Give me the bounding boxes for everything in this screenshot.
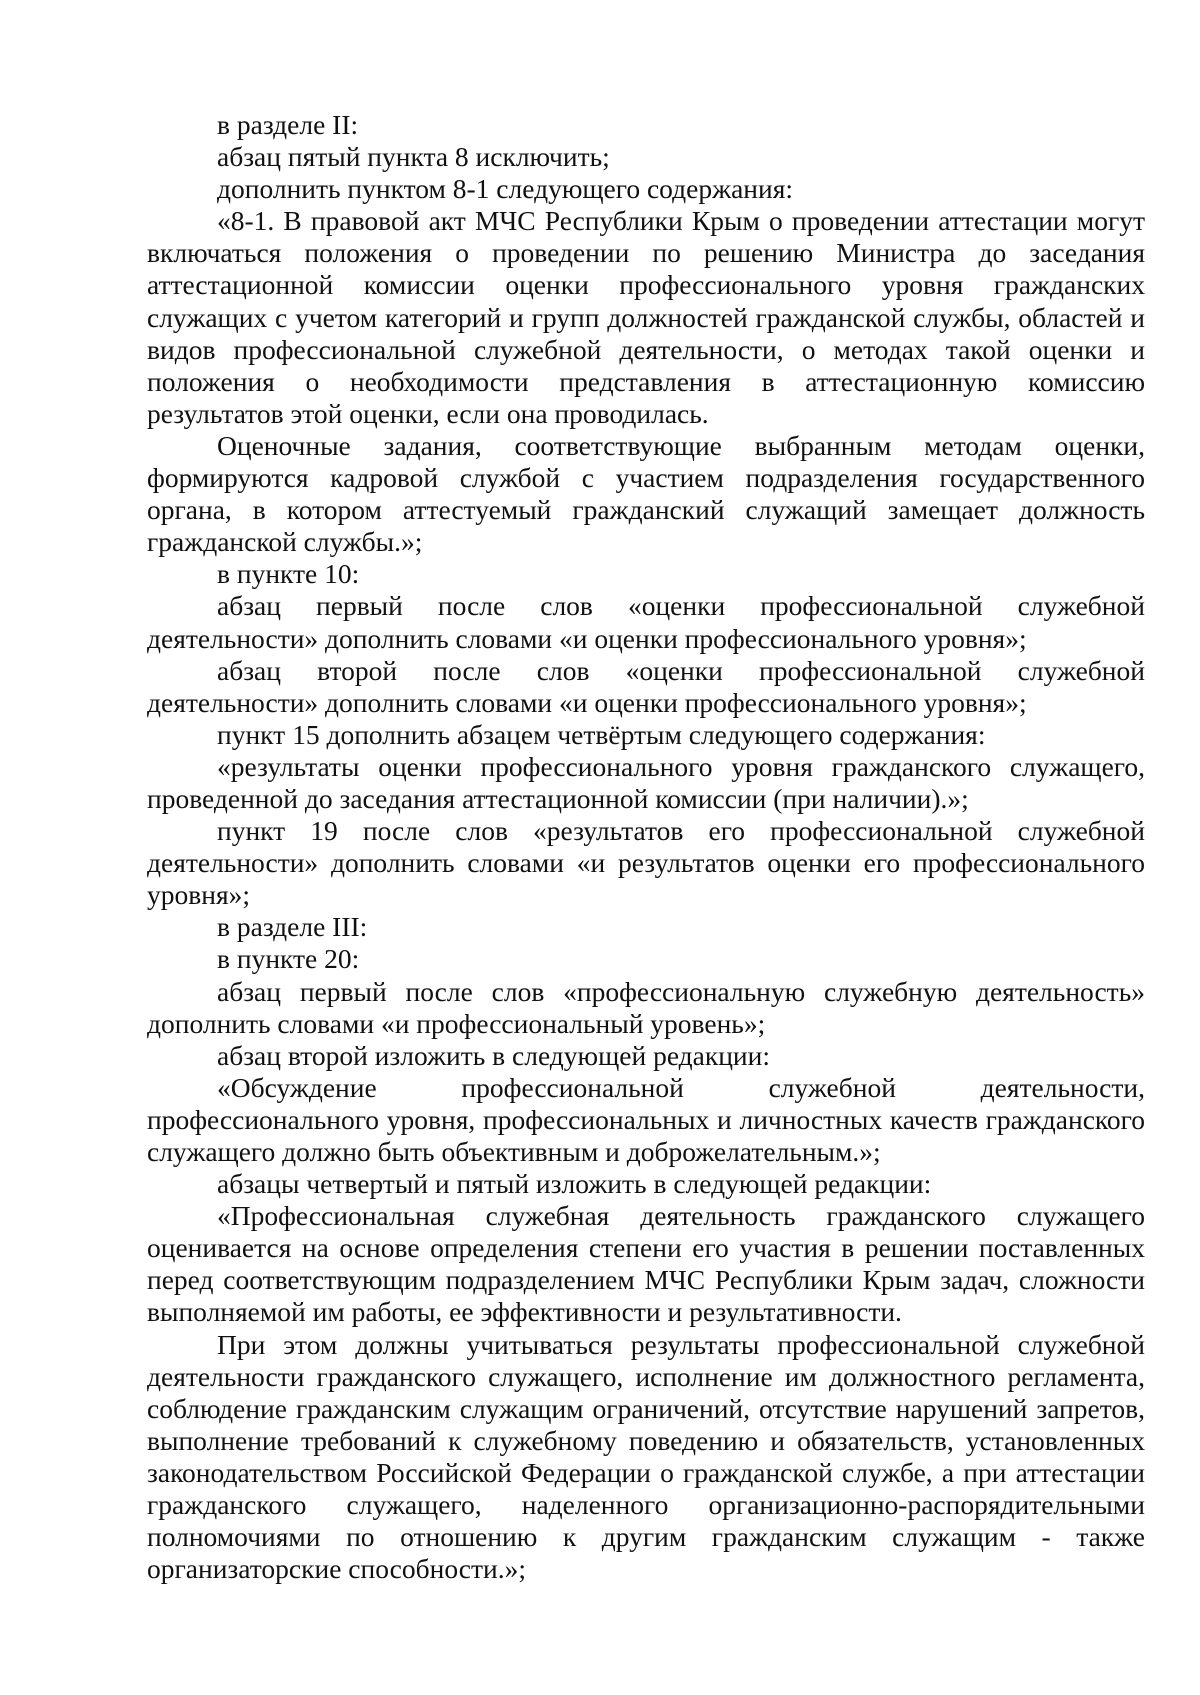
document-body: [147, 109, 1145, 1585]
paragraph-item-10-first: абзац первый после слов «оценки профессиональной служебной деятельности» дополнить словами «и оценки профессионального уровня»;: [147, 590, 1145, 654]
paragraph-section-2-heading: в разделе II:: [217, 109, 359, 140]
paragraph-item-10-second: абзац второй после слов «оценки профессиональной служебной деятельности» дополнить словами «и оценки профессионального уровня»;: [147, 654, 1145, 718]
paragraph-item-20-second: абзац второй изложить в следующей редакции:: [217, 1039, 771, 1071]
paragraph-item-15-text: «результаты оценки профессионального уровня гражданского служащего, проведенной до заседания аттестационной комиссии (при наличии).»;: [147, 750, 1145, 814]
paragraph-assessment-tasks: Оценочные задания, соответствующие выбранным методам оценки, формируются кадровой службой с участием подразделения государственного органа, в котором аттестуемый гражданский служащий замещает должность гражданской службы.»;: [147, 429, 1145, 558]
paragraph-section-3-heading: в разделе III:: [217, 911, 368, 943]
paragraph-add-item-8-1: дополнить пунктом 8-1 следующего содержания:: [217, 173, 794, 205]
paragraph-item-10-heading: в пункте 10:: [217, 558, 360, 590]
paragraph-item-8-1-text: «8-1. В правовой акт МЧС Республики Крым о проведении аттестации могут включаться положения о проведении по решению Министра до заседания аттестационной комиссии оценки профессионального уровня гражданских служащих с учетом категорий и групп должностей гражданской службы, областей и видов профессиональной служебной деятельности, о методах такой оценки и положения о необходимости представления в аттестационную комиссию результатов этой оценки, если она проводилась.: [147, 205, 1145, 429]
paragraph-exclude-item-8: абзац пятый пункта 8 исключить;: [217, 141, 610, 173]
paragraph-fourth-fifth: абзацы четвертый и пятый изложить в следующей редакции:: [217, 1168, 932, 1200]
paragraph-discussion-text: «Обсуждение профессиональной служебной деятельности, профессионального уровня, профессиональных и личностных качеств гражданского служащего должно быть объективным и доброжелательным.»;: [147, 1071, 1145, 1167]
paragraph-activity-evaluation: «Профессиональная служебная деятельность гражданского служащего оценивается на основе определения степени его участия в решении поставленных перед соответствующим подразделением МЧС Республики Крым задач, сложности выполняемой им работы, ее эффективности и результативности.: [147, 1200, 1145, 1328]
paragraph-item-20-heading: в пункте 20:: [217, 943, 360, 975]
paragraph-considerations: При этом должны учитываться результаты профессиональной служебной деятельности гражданского служащего, исполнение им должностного регламента, соблюдение гражданским служащим ограничений, отсутствие нарушений запретов, выполнение требований к служебному поведению и обязательств, установленных законодательством Российской Федерации о гражданской службе, а при аттестации гражданского служащего, наделенного организационно-распорядительными полномочиями по отношению к другим гражданским служащим - также организаторские способности.»;: [147, 1328, 1145, 1585]
paragraph-item-20-first: абзац первый после слов «профессиональную служебную деятельность» дополнить словами «и профессиональный уровень»;: [147, 975, 1145, 1039]
paragraph-item-15: пункт 15 дополнить абзацем четвёртым следующего содержания:: [217, 718, 986, 750]
paragraph-item-19: пункт 19 после слов «результатов его профессиональной служебной деятельности» дополнить словами «и результатов оценки его профессионального уровня»;: [147, 815, 1145, 911]
